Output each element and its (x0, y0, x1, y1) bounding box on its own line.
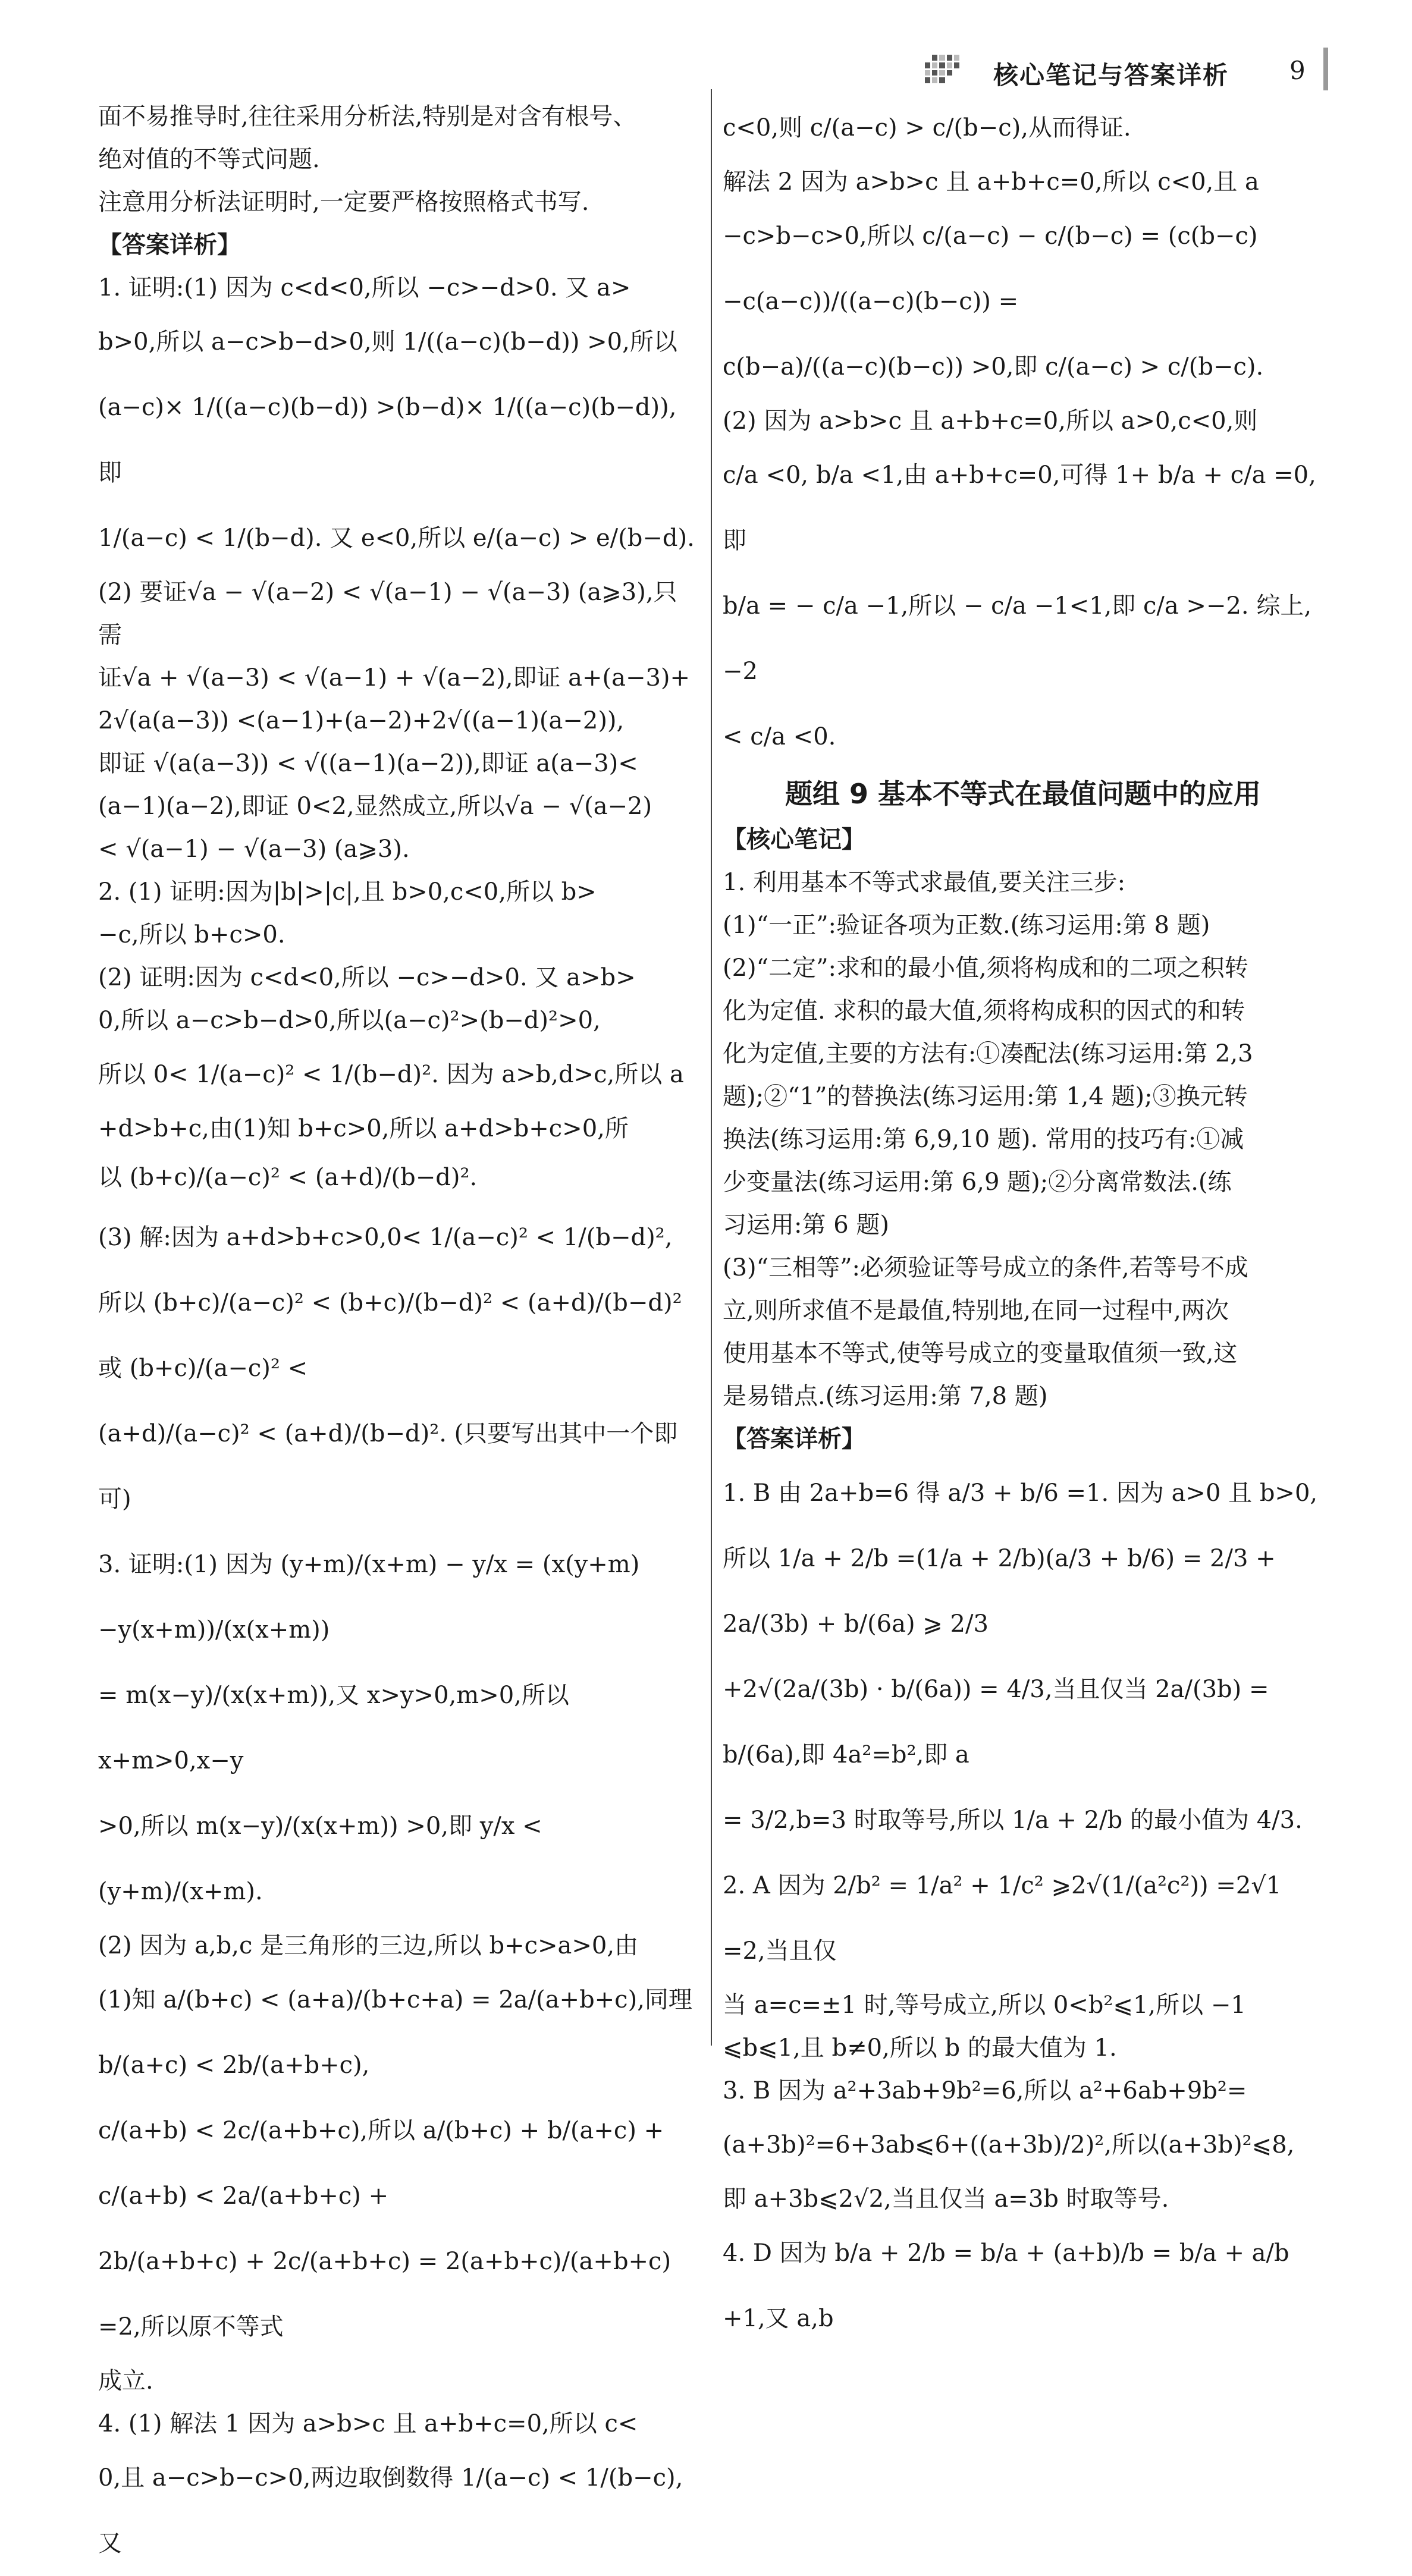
text-line: c/a <0, b/a <1,由 a+b+c=0,可得 1+ b/a + c/a =0,即 (723, 461, 1316, 554)
text-line: 是易错点.(练习运用:第 7,8 题) (723, 1383, 1048, 1410)
text-line: b/a = − c/a −1,所以 − c/a −1<1,即 c/a >−2. 综上,−2 (723, 592, 1312, 685)
text-line: 1. 利用基本不等式求最值,要关注三步: (723, 869, 1126, 896)
text-line: 2√(a(a−3)) <(a−1)+(a−2)+2√((a−1)(a−2)), (98, 707, 625, 734)
text-line: (a−c)× 1/((a−c)(b−d)) >(b−d)× 1/((a−c)(b−d)),即 (98, 394, 677, 486)
text-line: (1)“一正”:验证各项为正数.(练习运用:第 8 题) (723, 912, 1210, 939)
left-column (98, 95, 699, 2576)
text-line: 1/(a−c) < 1/(b−d). 又 e<0,所以 e/(a−c) > e/(b−d). (98, 524, 695, 552)
section-tag-answers: 【答案详析】 (723, 1425, 865, 1453)
text-line: 3. B 因为 a²+3ab+9b²=6,所以 a²+6ab+9b²= (723, 2077, 1247, 2104)
text-line: 4. D 因为 b/a + 2/b = b/a + (a+b)/b = b/a + a/b +1,又 a,b (723, 2239, 1289, 2332)
text-line: 习运用:第 6 题) (723, 1211, 889, 1239)
text-line: 以 (b+c)/(a−c)² < (a+d)/(b−d)². (98, 1164, 478, 1191)
text-line: = 3/2,b=3 时取等号,所以 1/a + 2/b 的最小值为 4/3. (723, 1807, 1303, 1834)
text-line: >0,所以 m(x−y)/(x(x+m)) >0,即 y/x < (y+m)/(x+m). (98, 1812, 542, 1905)
text-line: 3. 证明:(1) 因为 (y+m)/(x+m) − y/x = (x(y+m)−y(x+m))/(x(x+m)) (98, 1551, 640, 1644)
text-line: 1. B 由 2a+b=6 得 a/3 + b/6 =1. 因为 a>0 且 b>0, (723, 1479, 1318, 1507)
text-line: 面不易推导时,往往采用分析法,特别是对含有根号、 (98, 103, 637, 130)
text-line: 即证 √(a(a−3)) < √((a−1)(a−2)),即证 a(a−3)< (98, 750, 638, 777)
text-line: (3) 解:因为 a+d>b+c>0,0< 1/(a−c)² < 1/(b−d)², (98, 1224, 673, 1251)
text-line: 所以 1/a + 2/b =(1/a + 2/b)(a/3 + b/6) = 2/3 + 2a/(3b) + b/(6a) ⩾ 2/3 (723, 1545, 1276, 1638)
section-tag-notes: 【核心笔记】 (723, 826, 865, 853)
text-line: 成立. (98, 2367, 153, 2395)
text-line: −c>b−c>0,所以 c/(a−c) − c/(b−c) = (c(b−c)−c(a−c))/((a−c)(b−c)) = (723, 222, 1258, 315)
text-line: 4. (1) 解法 1 因为 a>b>c 且 a+b+c=0,所以 c< (98, 2410, 638, 2437)
text-line: (2) 因为 a,b,c 是三角形的三边,所以 b+c>a>0,由 (98, 1932, 639, 1959)
text-line: 题);②“1”的替换法(练习运用:第 1,4 题);③换元转 (723, 1083, 1248, 1110)
text-line: (a+d)/(a−c)² < (a+d)/(b−d)². (只要写出其中一个即可) (98, 1420, 678, 1513)
text-line: 0,且 a−c>b−c>0,两边取倒数得 1/(a−c) < 1/(b−c),又 (98, 2464, 683, 2557)
text-line: 证√a + √(a−3) < √(a−1) + √(a−2),即证 a+(a−3)+ (98, 664, 691, 692)
text-line: −c,所以 b+c>0. (98, 921, 285, 948)
text-line: 绝对值的不等式问题. (98, 146, 320, 173)
text-line: 即 a+3b⩽2√2,当且仅当 a=3b 时取等号. (723, 2185, 1169, 2213)
text-line: < √(a−1) − √(a−3) (a⩾3). (98, 835, 410, 863)
text-line: +2√(2a/(3b) · b/(6a)) = 4/3,当且仅当 2a/(3b) = b/(6a),即 4a²=b²,即 a (723, 1676, 1269, 1768)
text-line: +d>b+c,由(1)知 b+c>0,所以 a+d>b+c>0,所 (98, 1115, 629, 1142)
text-line: (1)知 a/(b+c) < (a+a)/(b+c+a) = 2a/(a+b+c),同理 b/(a+c) < 2b/(a+b+c), (98, 1986, 692, 2079)
text-line: (2) 证明:因为 c<d<0,所以 −c>−d>0. 又 a>b> (98, 964, 636, 991)
text-line: 1. 证明:(1) 因为 c<d<0,所以 −c>−d>0. 又 a> (98, 274, 631, 301)
text-line: (2) 要证√a − √(a−2) < √(a−1) − √(a−3) (a⩾3),只需 (98, 579, 677, 649)
text-line: c/(a+b) < 2c/(a+b+c),所以 a/(b+c) + b/(a+c) + c/(a+b) < 2a/(a+b+c) + (98, 2117, 664, 2210)
text-line: 化为定值. 求积的最大值,须将构成积的因式的和转 (723, 997, 1245, 1025)
text-line: 所以 (b+c)/(a−c)² < (b+c)/(b−d)² < (a+d)/(b−d)² 或 (b+c)/(a−c)² < (98, 1289, 682, 1382)
text-line: (2) 因为 a>b>c 且 a+b+c=0,所以 a>0,c<0,则 (723, 407, 1258, 435)
text-line: 解法 2 因为 a>b>c 且 a+b+c=0,所以 c<0,且 a (723, 168, 1259, 196)
header-title: 核心笔记与答案详析 (993, 61, 1229, 90)
text-line: 2b/(a+b+c) + 2c/(a+b+c) = 2(a+b+c)/(a+b+c) =2,所以原不等式 (98, 2248, 672, 2341)
text-line: (a−1)(a−2),即证 0<2,显然成立,所以√a − √(a−2) (98, 793, 652, 820)
text-line: b>0,所以 a−c>b−d>0,则 1/((a−c)(b−d)) >0,所以 (98, 328, 677, 356)
text-line: 化为定值,主要的方法有:①凑配法(练习运用:第 2,3 (723, 1040, 1253, 1067)
text-line: 注意用分析法证明时,一定要严格按照格式书写. (98, 189, 589, 216)
section-heading: 题组 9 基本不等式在最值问题中的应用 (785, 778, 1262, 810)
text-line: 使用基本不等式,使等号成立的变量取值须一致,这 (723, 1340, 1238, 1367)
text-line: = m(x−y)/(x(x+m)),又 x>y>0,m>0,所以 x+m>0,x−y (98, 1682, 569, 1774)
text-line: 所以 0< 1/(a−c)² < 1/(b−d)². 因为 a>b,d>c,所以 a (98, 1061, 684, 1088)
text-line: 换法(练习运用:第 6,9,10 题). 常用的技巧有:①减 (723, 1126, 1244, 1153)
grid-logo-icon (925, 55, 959, 83)
text-line: 0,所以 a−c>b−d>0,所以(a−c)²>(b−d)²>0, (98, 1007, 601, 1034)
text-line: 2. (1) 证明:因为|b|>|c|,且 b>0,c<0,所以 b> (98, 878, 597, 906)
text-line: (3)“三相等”:必须验证等号成立的条件,若等号不成 (723, 1254, 1248, 1281)
text-line: 当 a=c=±1 时,等号成立,所以 0<b²⩽1,所以 −1 (723, 1991, 1246, 2019)
section-tag-answers: 【答案详析】 (98, 231, 241, 259)
text-line: < c/a <0. (723, 723, 836, 750)
text-line: c<0,则 c/(a−c) > c/(b−c),从而得证. (723, 114, 1131, 142)
right-column (723, 95, 1323, 2351)
page-number: 9 (1289, 56, 1306, 85)
header-rule (1323, 48, 1328, 90)
text-line: (2)“二定”:求和的最小值,须将构成和的二项之积转 (723, 954, 1248, 982)
text-line: 2. A 因为 2/b² = 1/a² + 1/c² ⩾2√(1/(a²c²)) =2√1 =2,当且仅 (723, 1872, 1282, 1965)
text-line: c(b−a)/((a−c)(b−c)) >0,即 c/(a−c) > c/(b−c). (723, 353, 1264, 381)
text-line: ⩽b⩽1,且 b≠0,所以 b 的最大值为 1. (723, 2034, 1117, 2062)
text-line: (a+3b)²=6+3ab⩽6+((a+3b)/2)²,所以(a+3b)²⩽8, (723, 2131, 1295, 2159)
text-line: 少变量法(练习运用:第 6,9 题);②分离常数法.(练 (723, 1168, 1232, 1196)
column-divider (711, 89, 712, 2046)
text-line: 立,则所求值不是最值,特别地,在同一过程中,两次 (723, 1297, 1229, 1324)
